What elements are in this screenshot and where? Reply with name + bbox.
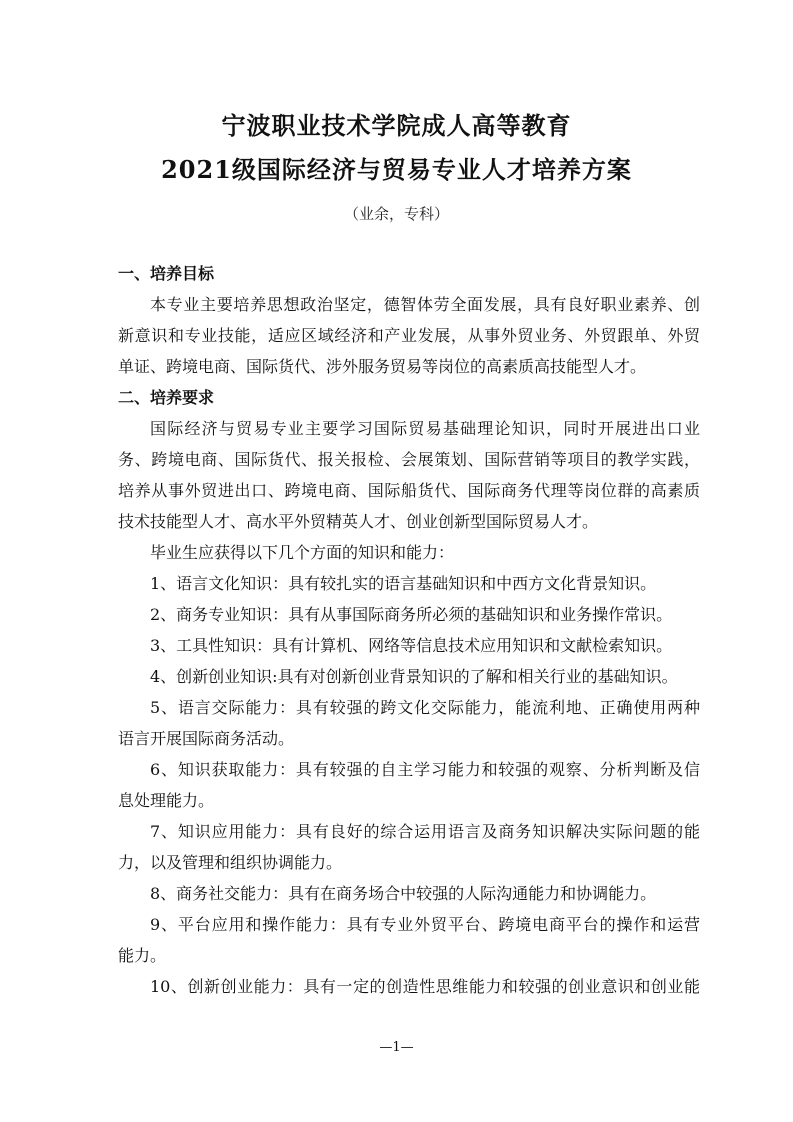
paragraph-line: 6、知识获取能力：具有较强的自主学习能力和较强的观察、分析判断及信 bbox=[150, 760, 700, 779]
paragraph-line: 本专业主要培养思想政治坚定，德智体劳全面发展，具有良好职业素养、创 bbox=[150, 295, 700, 314]
page-number: —1— bbox=[379, 1040, 414, 1055]
section-heading: 二、培养要求 bbox=[118, 388, 215, 407]
paragraph-line: 新意识和专业技能，适应区域经济和产业发展，从事外贸业务、外贸跟单、外贸 bbox=[118, 326, 700, 345]
paragraph-line: 力，以及管理和组织协调能力。 bbox=[118, 853, 343, 872]
document-title: 宁波职业技术学院成人高等教育 bbox=[221, 111, 572, 140]
paragraph-line: 4、创新创业知识:具有对创新创业背景知识的了解和相关行业的基础知识。 bbox=[150, 667, 678, 686]
paragraph-line: 能力。 bbox=[118, 946, 167, 965]
paragraph-line: 1、语言文化知识：具有较扎实的语言基础知识和中西方文化背景知识。 bbox=[150, 574, 657, 593]
paragraph-line: 9、平台应用和操作能力：具有专业外贸平台、跨境电商平台的操作和运营 bbox=[150, 915, 700, 934]
section-heading: 一、培养目标 bbox=[118, 264, 215, 283]
paragraph-line: 8、商务社交能力：具有在商务场合中较强的人际沟通能力和协调能力。 bbox=[150, 884, 657, 903]
paragraph-line: 语言开展国际商务活动。 bbox=[118, 729, 295, 748]
paragraph-line: 培养从事外贸进出口、跨境电商、国际船货代、国际商务代理等岗位群的高素质 bbox=[118, 481, 700, 500]
paragraph-line: 单证、跨境电商、国际货代、涉外服务贸易等岗位的高素质高技能型人才。 bbox=[118, 357, 647, 376]
paragraph-line: 10、创新创业能力：具有一定的创造性思维能力和较强的创业意识和创业能 bbox=[150, 977, 700, 996]
paragraph-line: 务、跨境电商、国际货代、报关报检、会展策划、国际营销等项目的教学实践， bbox=[118, 450, 700, 469]
paragraph-line: 5、语言交际能力：具有较强的跨文化交际能力，能流利地、正确使用两种 bbox=[150, 698, 700, 717]
paragraph-line: 国际经济与贸易专业主要学习国际贸易基础理论知识，同时开展进出口业 bbox=[150, 419, 700, 438]
document-body bbox=[118, 262, 700, 1006]
paragraph-line: 3、工具性知识：具有计算机、网络等信息技术应用知识和文献检索知识。 bbox=[150, 636, 673, 655]
paragraph-line: 息处理能力。 bbox=[118, 791, 215, 810]
paragraph-line: 2、商务专业知识：具有从事国际商务所必须的基础知识和业务操作常识。 bbox=[150, 605, 673, 624]
document-subtitle-title: 2021级国际经济与贸易专业人才培养方案 bbox=[161, 155, 632, 184]
paragraph-line: 技术技能型人才、高水平外贸精英人才、创业创新型国际贸易人才。 bbox=[118, 512, 599, 531]
program-type: （业余，专科） bbox=[343, 205, 449, 223]
paragraph-line: 毕业生应获得以下几个方面的知识和能力： bbox=[150, 543, 455, 562]
paragraph-line: 7、知识应用能力：具有良好的综合运用语言及商务知识解决实际问题的能 bbox=[150, 822, 700, 841]
